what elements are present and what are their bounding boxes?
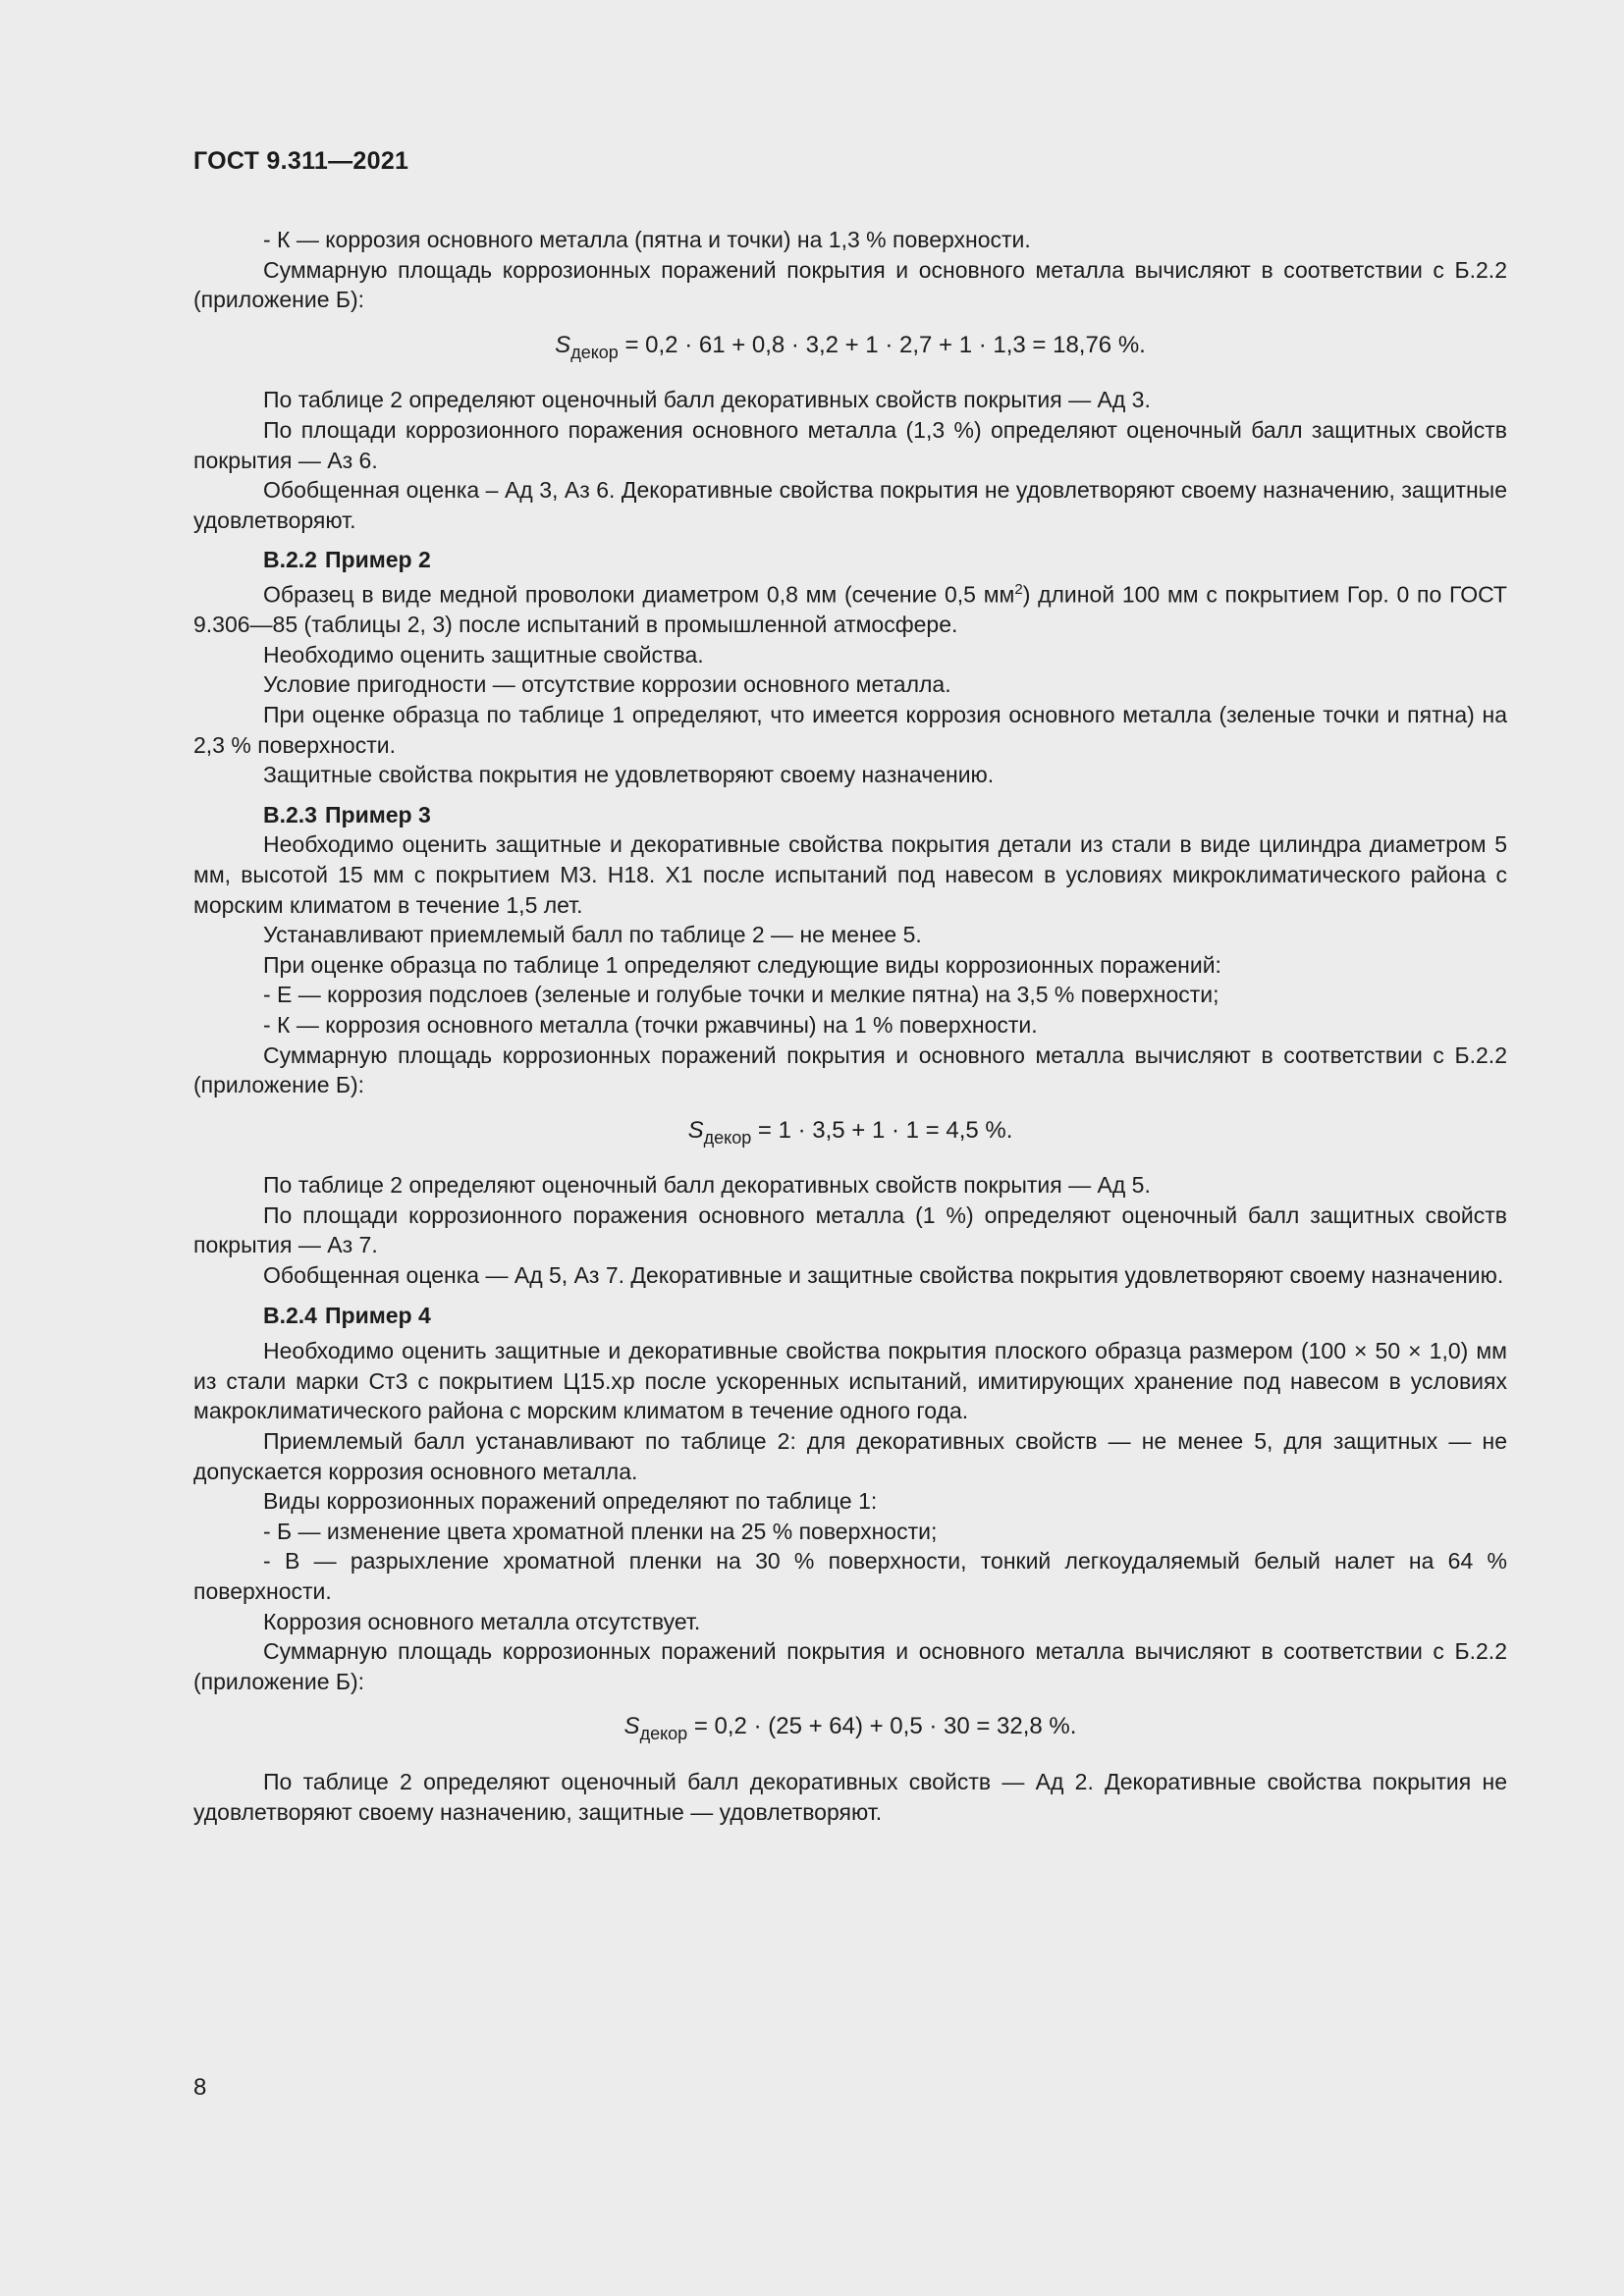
paragraph: По площади коррозионного поражения основного металла (1,3 %) определяют оценочный балл защитных свойств покрытия — Аз 6.	[193, 416, 1507, 473]
document-header: ГОСТ 9.311—2021	[193, 147, 409, 175]
paragraph: Необходимо оценить защитные свойства.	[263, 641, 704, 667]
paragraph: Суммарную площадь коррозионных поражений покрытия и основного металла вычисляют в соответствии с Б.2.2 (приложение Б):	[193, 1041, 1507, 1098]
paragraph: Суммарную площадь коррозионных поражений покрытия и основного металла вычисляют в соответствии с Б.2.2 (приложение Б):	[193, 1638, 1507, 1694]
paragraph: Суммарную площадь коррозионных поражений покрытия и основного металла вычисляют в соответствии с Б.2.2 (приложение Б):	[193, 256, 1507, 313]
formula: $S_{декор} = 0,2 \cdot 61 + 0,8 \cdot 3,2 + 1 \cdot 2,7 + 1 \cdot 1,3 = 18,76$ %.	[555, 331, 1146, 362]
paragraph: По таблице 2 определяют оценочный балл декоративных свойств покрытия — Ад 3.	[263, 387, 1151, 413]
paragraph: Виды коррозионных поражений определяют по таблице 1:	[263, 1488, 878, 1515]
paragraph: По таблице 2 определяют оценочный балл декоративных свойств — Ад 2. Декоративные свойства покрытия не удовлетворяют своему назначению, защитные — удовлетворяют.	[193, 1768, 1507, 1825]
formula: $S_{декор} = 0,2 \cdot (25 + 64) + 0,5 \cdot 30 = 32,8$ %.	[623, 1713, 1077, 1744]
paragraph: Условие пригодности — отсутствие коррозии основного металла.	[263, 671, 951, 698]
paragraph: Защитные свойства покрытия не удовлетворяют своему назначению.	[263, 762, 995, 788]
paragraph: Коррозия основного металла отсутствует.	[263, 1608, 701, 1634]
paragraph: При оценке образца по таблице 1 определяют, что имеется коррозия основного металла (зеленые точки и пятна) на 2,3 % поверхности.	[193, 701, 1507, 758]
page-number: 8	[193, 2074, 207, 2101]
formula: $S_{декор} = 1 \cdot 3,5 + 1 \cdot 1 = 4,5$ %.	[687, 1116, 1013, 1148]
paragraph: По таблице 2 определяют оценочный балл декоративных свойств покрытия — Ад 5.	[263, 1172, 1151, 1199]
paragraph: Приемлемый балл устанавливают по таблице 2: для декоративных свойств — не менее 5, для защитных — не допускается коррозия основного металла.	[193, 1428, 1507, 1484]
list-item: - Е — коррозия подслоев (зеленые и голубые точки и мелкие пятна) на 3,5 % поверхности;	[263, 982, 1219, 1008]
section-heading: В.2.2 Пример 2	[263, 547, 431, 573]
paragraph: Обобщенная оценка — Ад 5, Аз 7. Декоративные и защитные свойства покрытия удовлетворяют своему назначению.	[263, 1262, 1504, 1289]
list-item: - К — коррозия основного металла (точки ржавчины) на 1 % поверхности.	[263, 1011, 1038, 1038]
paragraph: Необходимо оценить защитные и декоративные свойства покрытия детали из стали в виде цилиндра диаметром 5 мм, высотой 15 мм с покрытием М3. Н18. Х1 после испытаний под навесом в условиях микроклиматического района с морским климатом в течение 1,5 лет.	[193, 831, 1507, 918]
paragraph: Устанавливают приемлемый балл по таблице 2 — не менее 5.	[263, 922, 922, 948]
list-item: - Б — изменение цвета хроматной пленки на 25 % поверхности;	[263, 1518, 938, 1544]
document-body	[193, 225, 1507, 1827]
section-heading: В.2.3 Пример 3	[263, 801, 431, 828]
list-item: - В — разрыхление хроматной пленки на 30 % поверхности, тонкий легкоудаляемый белый налет на 64 % поверхности.	[193, 1548, 1507, 1604]
paragraph: Необходимо оценить защитные и декоративные свойства покрытия плоского образца размером (100 × 50 × 1,0) мм из стали марки Ст3 с покрытием Ц15.хр после ускоренных испытаний, имитирующих хранение под навесом в условиях макроклиматического района с морским климатом в течение одного года.	[193, 1338, 1507, 1424]
paragraph: Образец в виде медной проволоки диаметром 0,8 мм (сечение 0,5 $мм^2$) длиной 100 мм с покрытием Гор. 0 по ГОСТ 9.306—85 (таблицы 2, 3) после испытаний в промышленной атмосфере.	[193, 580, 1507, 638]
paragraph: По площади коррозионного поражения основного металла (1 %) определяют оценочный балл защитных свойств покрытия — Аз 7.	[193, 1201, 1507, 1258]
list-item: - К — коррозия основного металла (пятна и точки) на 1,3 % поверхности.	[263, 227, 1031, 252]
section-heading: В.2.4 Пример 4	[263, 1302, 431, 1328]
paragraph: Обобщенная оценка – Ад 3, Аз 6. Декоративные свойства покрытия не удовлетворяют своему назначению, защитные удовлетворяют.	[193, 477, 1507, 533]
paragraph: При оценке образца по таблице 1 определяют следующие виды коррозионных поражений:	[263, 951, 1221, 978]
